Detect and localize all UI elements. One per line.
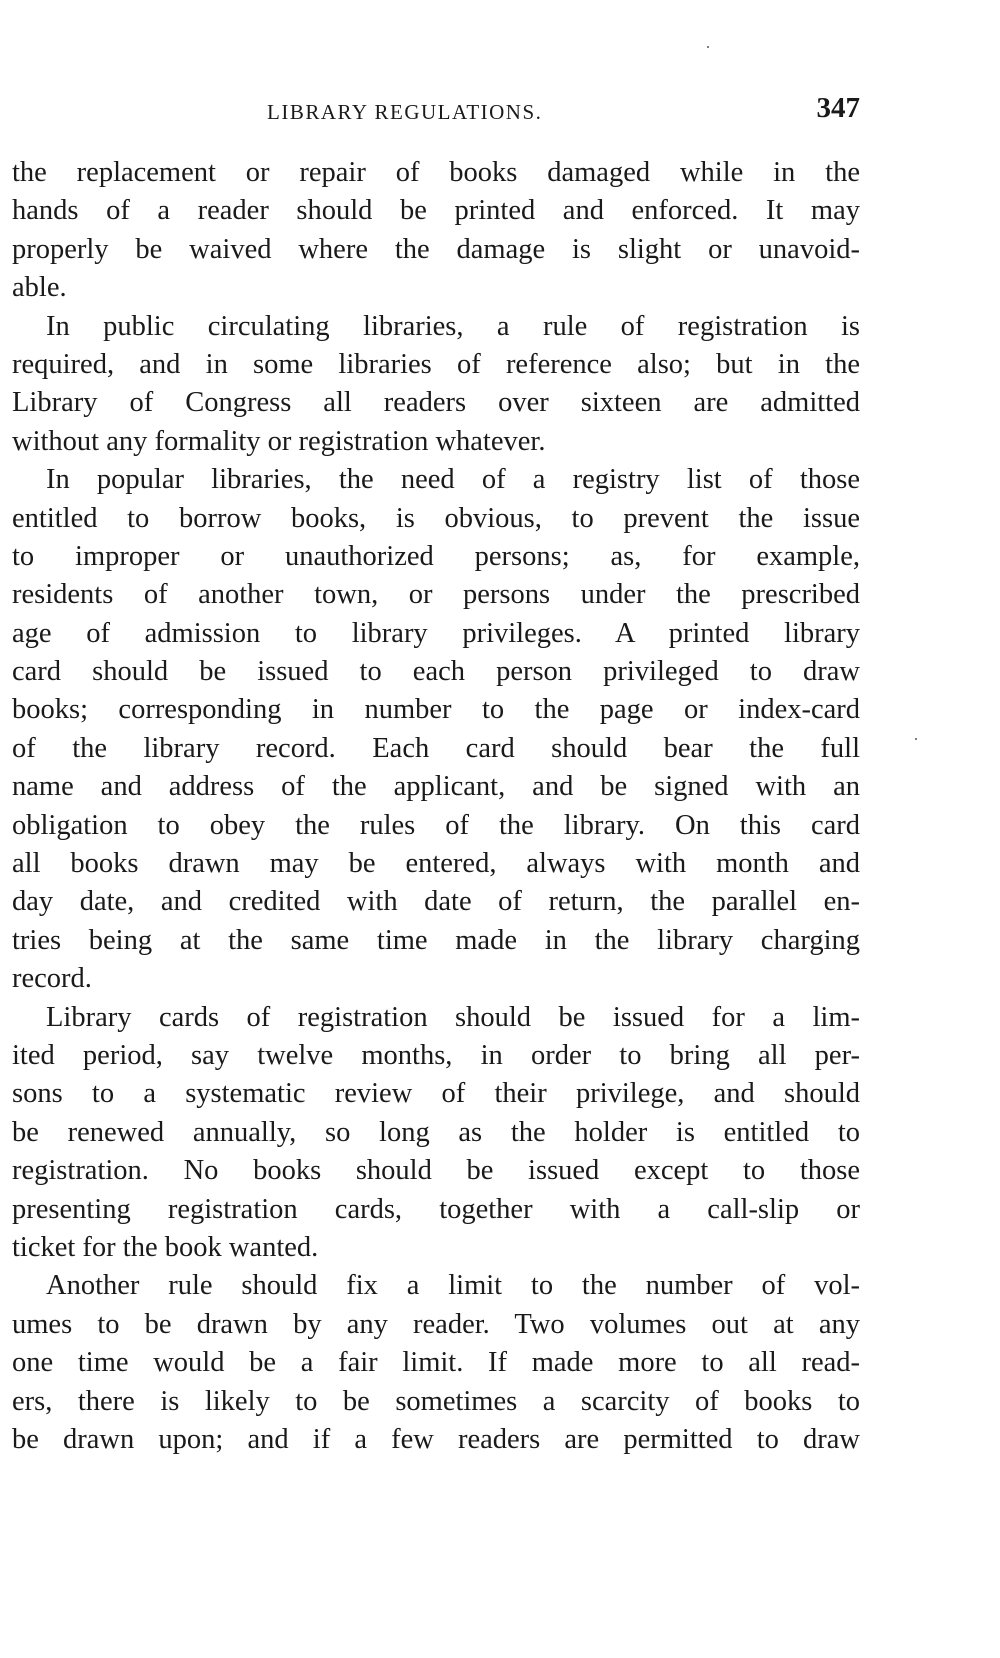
text-line: record. (12, 963, 92, 995)
text-line: name and address of the applicant, and be signed with an (12, 771, 860, 803)
text-line: required, and in some libraries of reference also; but in the (12, 348, 860, 380)
text-line: ited period, say twelve months, in order to bring all per- (12, 1039, 860, 1071)
paragraph-damaged-books (12, 154, 860, 308)
text-line: Library cards of registration should be issued for a lim- (46, 1001, 860, 1033)
text-line: the replacement or repair of books damaged while in the (12, 157, 860, 188)
text-line: be renewed annually, so long as the holder is entitled to (12, 1116, 860, 1148)
text-line: umes to be drawn by any reader. Two volumes out at any (12, 1308, 860, 1340)
text-line: ticket for the book wanted. (12, 1231, 319, 1263)
text-line: registration. No books should be issued except to those (12, 1155, 860, 1187)
text-line: to improper or unauthorized persons; as, for example, (12, 540, 860, 572)
text-line: age of admission to library privileges. A printed library (12, 617, 860, 649)
text-line: day date, and credited with date of return, the parallel en- (12, 886, 860, 918)
running-title: LIBRARY REGULATIONS. (267, 100, 543, 124)
body-text (12, 154, 860, 1459)
text-line: In public circulating libraries, a rule of registration is (46, 310, 860, 342)
text-line: hands of a reader should be printed and enforced. It may (12, 195, 860, 227)
text-line: all books drawn may be entered, always with month and (12, 848, 860, 880)
text-line: sons to a systematic review of their privilege, and should (12, 1078, 860, 1110)
paragraph-registry-list (12, 461, 860, 998)
text-line: In popular libraries, the need of a registry list of those (46, 464, 860, 496)
scan-speck (915, 738, 917, 740)
text-line: properly be waived where the damage is slight or unavoid- (12, 233, 860, 265)
text-line: residents of another town, or persons under the prescribed (12, 579, 860, 611)
text-line: books; corresponding in number to the page or index-card (12, 694, 860, 726)
text-line: of the library record. Each card should bear the full (12, 732, 860, 764)
text-line: able. (12, 272, 67, 304)
text-line: entitled to borrow books, is obvious, to prevent the issue (12, 502, 860, 534)
paragraph-volume-limit (12, 1267, 860, 1459)
paragraph-registration-rule (12, 308, 860, 462)
text-line: without any formality or registration whatever. (12, 425, 546, 457)
text-line: tries being at the same time made in the library charging (12, 924, 860, 956)
text-line: card should be issued to each person privileged to draw (12, 656, 860, 688)
text-line: Another rule should fix a limit to the number of vol- (46, 1270, 860, 1302)
text-line: Library of Congress all readers over sixteen are admitted (12, 387, 860, 419)
text-line: one time would be a fair limit. If made more to all read- (12, 1347, 860, 1379)
page-number: 347 (816, 92, 860, 124)
paragraph-registration-cards (12, 999, 860, 1268)
text-line: be drawn upon; and if a few readers are permitted to draw (12, 1423, 860, 1455)
running-header (12, 92, 860, 132)
scan-speck (707, 46, 709, 48)
text-line: ers, there is likely to be sometimes a scarcity of books to (12, 1385, 860, 1417)
text-line: presenting registration cards, together with a call-slip or (12, 1193, 860, 1225)
text-line: obligation to obey the rules of the library. On this card (12, 809, 860, 841)
